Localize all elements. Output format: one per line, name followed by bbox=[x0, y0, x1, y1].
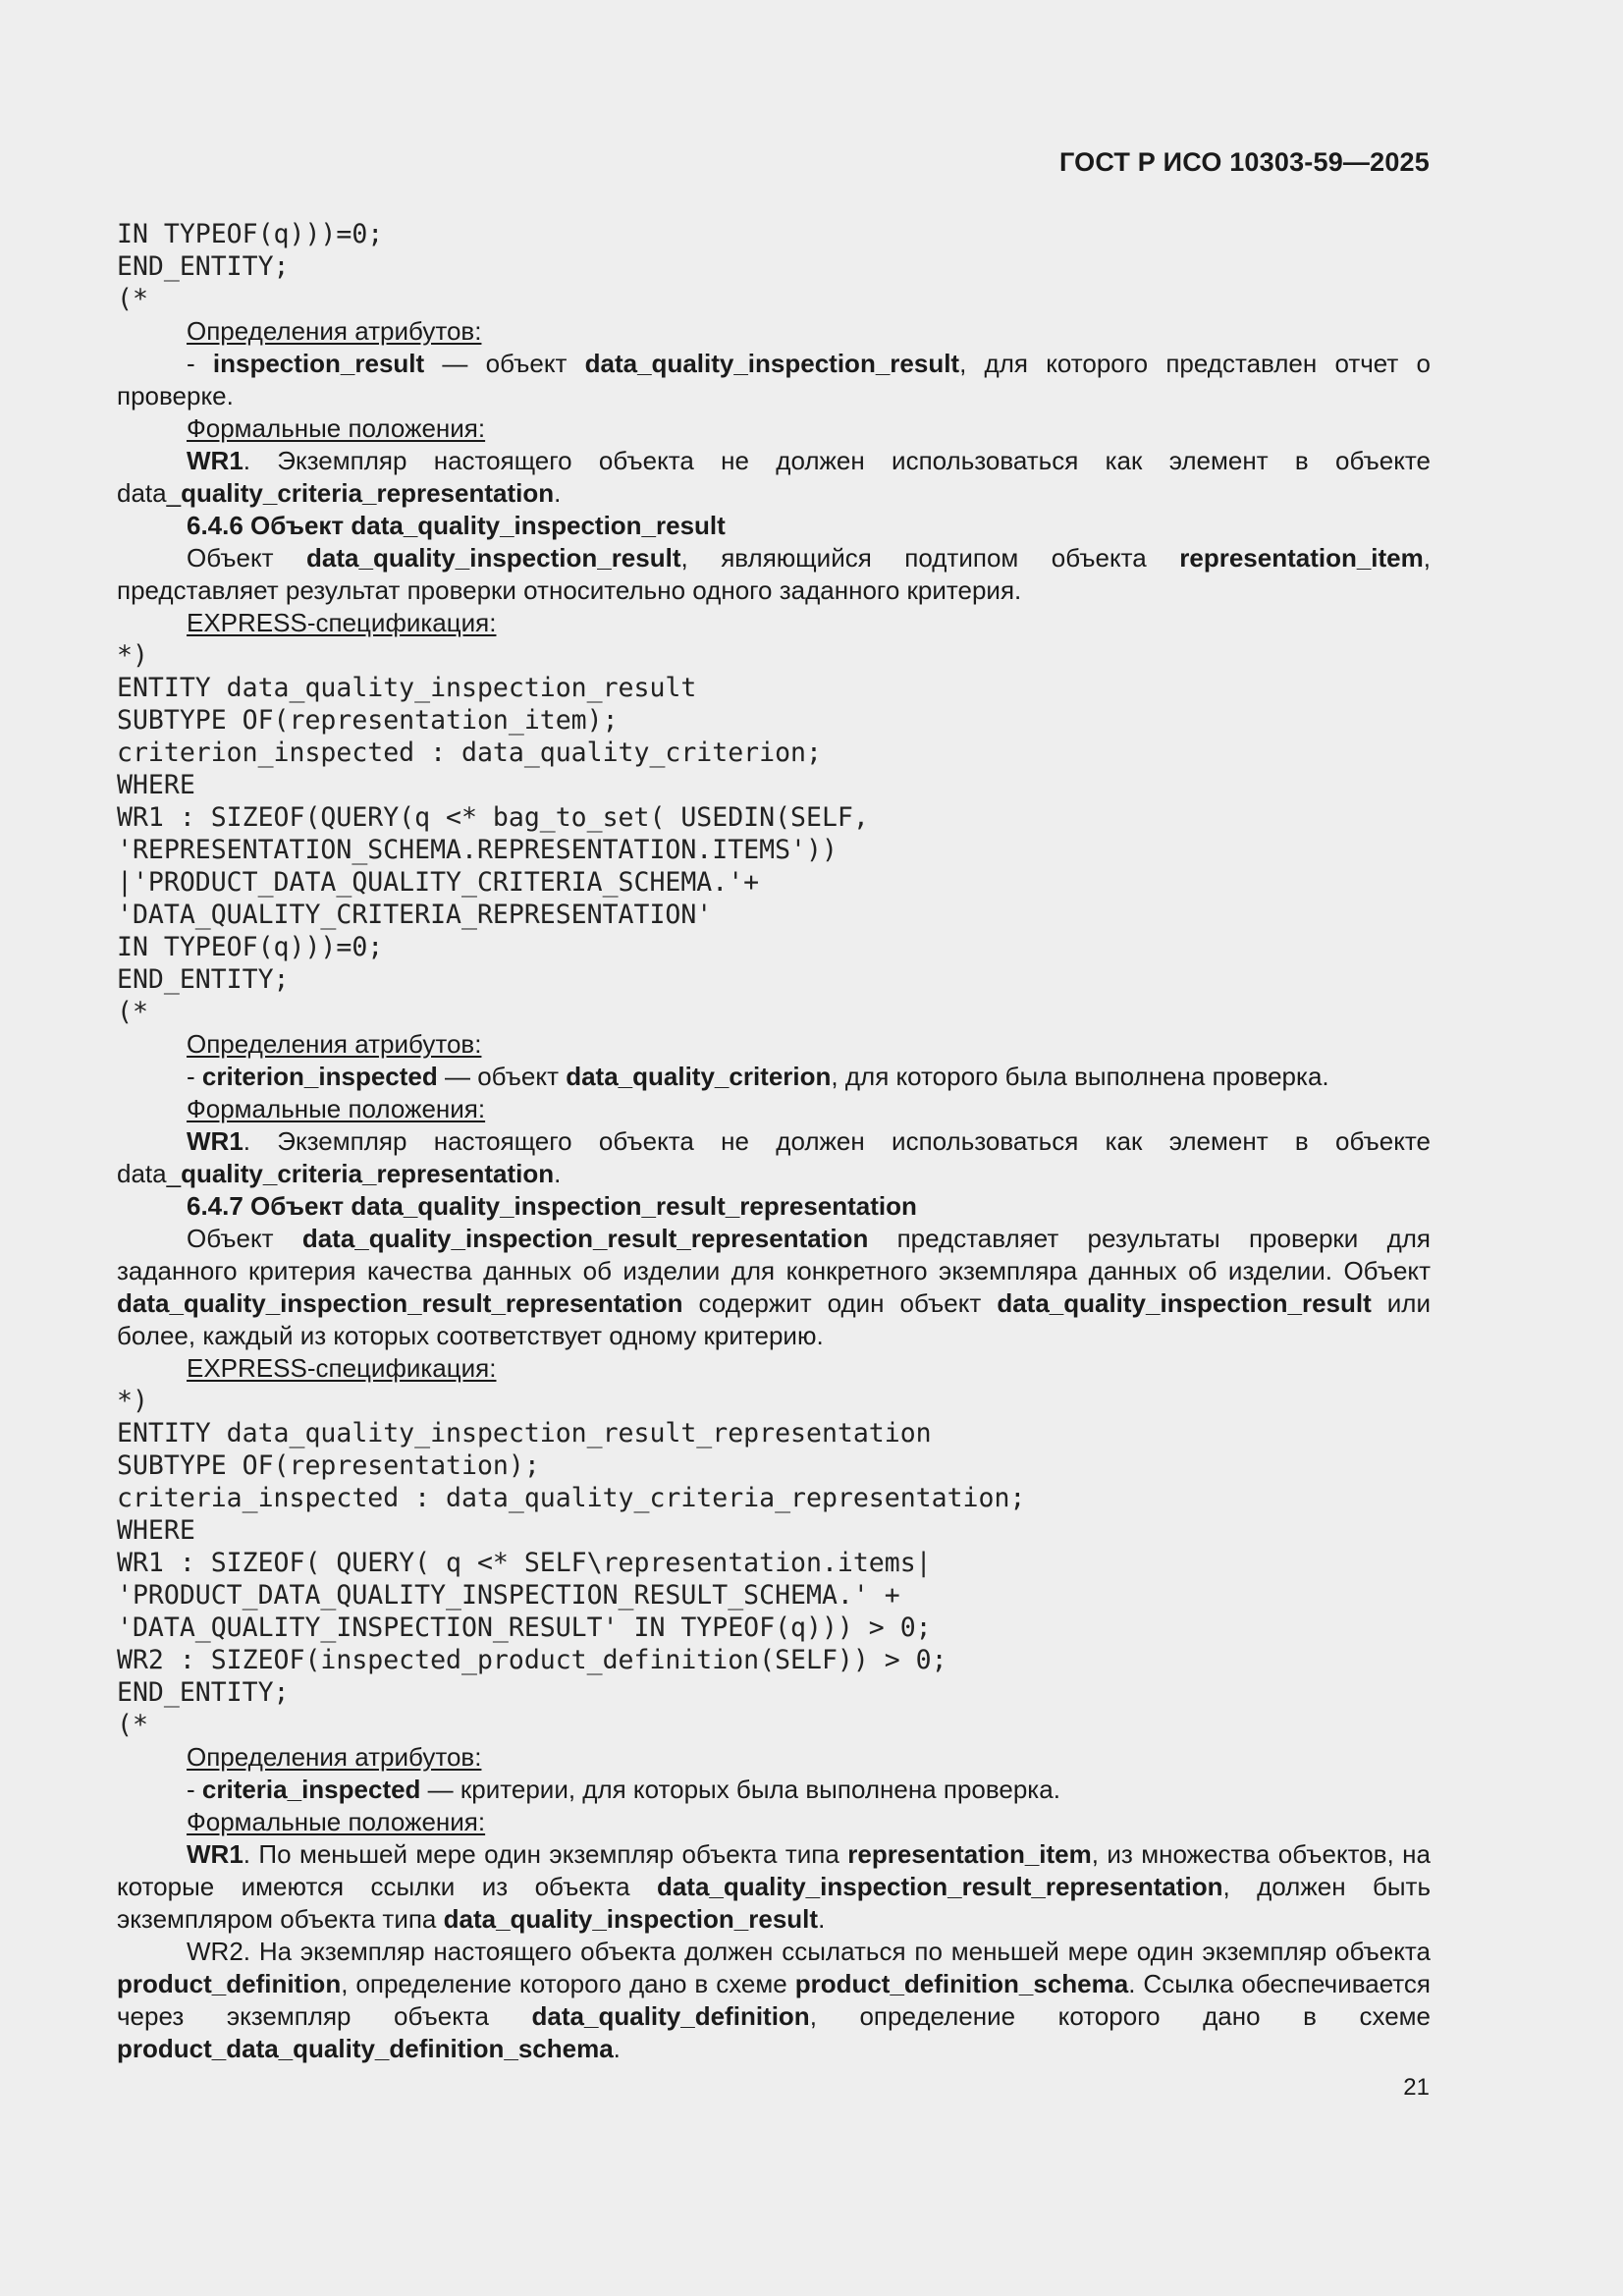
code-line: (* bbox=[117, 284, 148, 314]
wr2-rule: WR2. На экземпляр настоящего объекта должен ссылаться по меньшей мере один экземпляр объекта product_definition, определение которого дано в схеме product_definition_schema. Ссылка обеспечивается через экземпляр объекта data_quality_definition, определение которого дано в схеме product_data_quality_definition_schema. bbox=[117, 1937, 1431, 2063]
code-line: END_ENTITY; bbox=[117, 251, 290, 282]
code-line: *) bbox=[117, 640, 148, 671]
code-line: WHERE bbox=[117, 1515, 195, 1546]
code-line: END_ENTITY; bbox=[117, 1677, 290, 1708]
wr1-rule: WR1. Экземпляр настоящего объекта не должен использоваться как элемент в объекте data_quality_criteria_representation. bbox=[117, 446, 1431, 508]
attr-definition: - criterion_inspected — объект data_quality_criterion, для которого была выполнена проверка. bbox=[187, 1062, 1329, 1091]
attr-definition: - criteria_inspected — критерии, для которых была выполнена проверка. bbox=[187, 1775, 1060, 1804]
section-heading-6-4-6: 6.4.6 Объект data_quality_inspection_result bbox=[187, 511, 726, 540]
code-line: 'REPRESENTATION_SCHEMA.REPRESENTATION.ITEMS')) bbox=[117, 835, 838, 865]
code-line: |'PRODUCT_DATA_QUALITY_CRITERIA_SCHEMA.'+ bbox=[117, 867, 760, 898]
code-line: SUBTYPE OF(representation_item); bbox=[117, 705, 619, 736]
attr-definitions-heading: Определения атрибутов: bbox=[187, 1029, 482, 1059]
code-line: (* bbox=[117, 997, 148, 1027]
code-line: criteria_inspected : data_quality_criteria_representation; bbox=[117, 1483, 1026, 1513]
code-line: criterion_inspected : data_quality_criterion; bbox=[117, 738, 822, 768]
code-line: (* bbox=[117, 1710, 148, 1740]
code-line: WR2 : SIZEOF(inspected_product_definition(SELF)) > 0; bbox=[117, 1645, 947, 1675]
page-number: 21 bbox=[1403, 2074, 1430, 2101]
code-line: ENTITY data_quality_inspection_result bbox=[117, 673, 697, 703]
attr-definitions-heading: Определения атрибутов: bbox=[187, 316, 482, 346]
formal-provisions-heading: Формальные положения: bbox=[187, 413, 486, 443]
formal-provisions-heading: Формальные положения: bbox=[187, 1094, 486, 1123]
attr-definitions-heading: Определения атрибутов: bbox=[187, 1742, 482, 1772]
code-line: ENTITY data_quality_inspection_result_representation bbox=[117, 1418, 932, 1449]
code-line: 'DATA_QUALITY_CRITERIA_REPRESENTATION' bbox=[117, 900, 713, 930]
document-code: ГОСТ Р ИСО 10303-59—2025 bbox=[1059, 147, 1430, 177]
section-heading-6-4-7: 6.4.7 Объект data_quality_inspection_result_representation bbox=[187, 1191, 917, 1221]
code-line: SUBTYPE OF(representation); bbox=[117, 1450, 540, 1481]
wr1-rule: WR1. По меньшей мере один экземпляр объекта типа representation_item, из множества объектов, на которые имеются ссылки из объекта data_quality_inspection_result_representation, должен быть экземпляром объекта типа data_quality_inspection_result. bbox=[117, 1839, 1431, 1934]
code-line: IN TYPEOF(q)))=0; bbox=[117, 219, 384, 249]
page-content bbox=[117, 218, 1431, 2065]
code-line: WR1 : SIZEOF( QUERY( q <* SELF\representation.items| bbox=[117, 1548, 932, 1578]
wr1-rule: WR1. Экземпляр настоящего объекта не должен использоваться как элемент в объекте data_quality_criteria_representation. bbox=[117, 1126, 1431, 1188]
code-line: 'DATA_QUALITY_INSPECTION_RESULT' IN TYPEOF(q))) > 0; bbox=[117, 1613, 932, 1643]
express-spec-heading: EXPRESS-спецификация: bbox=[187, 608, 497, 637]
code-line: IN TYPEOF(q)))=0; bbox=[117, 932, 384, 962]
attr-definition: - inspection_result — объект data_quality_inspection_result, для которого представлен отчет о проверке. bbox=[117, 349, 1431, 410]
section-paragraph: Объект data_quality_inspection_result_representation представляет результаты проверки для заданного критерия качества данных об изделии для конкретного экземпляра данных об изделии. Объект data_quality_inspection_result_representation содержит один объект data_quality_inspection_result или более, каждый из которых соответствует одному критерию. bbox=[117, 1224, 1431, 1350]
code-line: WR1 : SIZEOF(QUERY(q <* bag_to_set( USEDIN(SELF, bbox=[117, 802, 869, 833]
formal-provisions-heading: Формальные положения: bbox=[187, 1807, 486, 1836]
section-paragraph: Объект data_quality_inspection_result, являющийся подтипом объекта representation_item, представляет результат проверки относительно одного заданного критерия. bbox=[117, 543, 1431, 605]
code-line: 'PRODUCT_DATA_QUALITY_INSPECTION_RESULT_SCHEMA.' + bbox=[117, 1580, 900, 1611]
code-line: END_ENTITY; bbox=[117, 964, 290, 995]
code-line: *) bbox=[117, 1386, 148, 1416]
express-spec-heading: EXPRESS-спецификация: bbox=[187, 1353, 497, 1383]
code-line: WHERE bbox=[117, 770, 195, 800]
